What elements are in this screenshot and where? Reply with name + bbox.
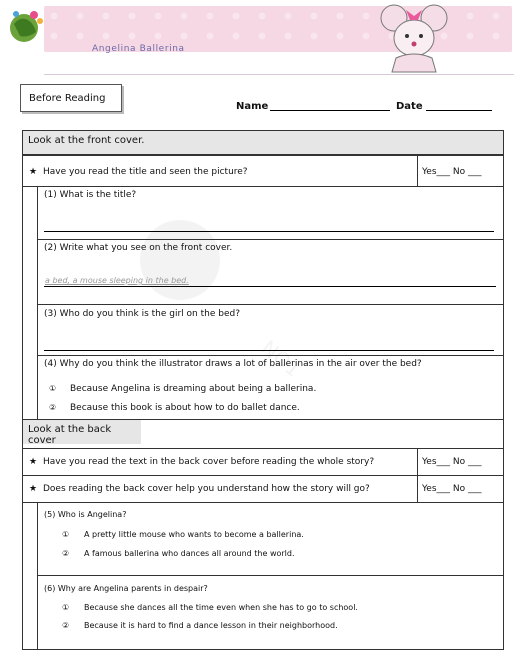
back-question-2-row [22, 475, 418, 503]
q4-option-2[interactable]: Because this book is about how to do ballet dance. [70, 403, 300, 413]
before-reading-label: Before Reading [20, 84, 122, 112]
answer-3-line[interactable] [44, 350, 494, 351]
mouse-illustration-icon [378, 0, 450, 74]
question-1: (1) What is the title? [44, 190, 137, 200]
star-icon: ★ [29, 484, 38, 494]
option-num[interactable]: ② [62, 549, 70, 558]
front-question-row [22, 155, 418, 187]
back-yes-no-2[interactable] [417, 475, 504, 503]
option-num[interactable]: ① [62, 603, 70, 612]
question-3: (3) Who do you think is the girl on the bed? [44, 309, 240, 319]
globe-logo-icon [6, 6, 46, 46]
front-yes-no[interactable] [417, 155, 504, 187]
star-icon: ★ [29, 457, 38, 467]
name-field[interactable] [270, 110, 390, 111]
question-1-block [37, 186, 504, 240]
option-num[interactable]: ① [49, 384, 57, 393]
back-section-row [22, 419, 504, 449]
front-section-header [22, 130, 504, 155]
back-question-1: Have you read the text in the back cover before reading the whole story? [43, 457, 375, 467]
question-4-block [37, 355, 504, 420]
back-section-header [23, 420, 141, 444]
question-5-block [37, 502, 504, 576]
back-yes-no-1[interactable] [417, 448, 504, 476]
q4-option-1[interactable]: Because Angelina is dreaming about being a ballerina. [70, 384, 317, 394]
svg-text:NO1: NO1 [256, 335, 306, 382]
question-2: (2) Write what you see on the front cover. [44, 243, 233, 253]
header-divider [44, 74, 514, 75]
question-6: (6) Why are Angelina parents in despair? [44, 584, 208, 593]
front-indent-column [22, 186, 38, 420]
back-question-1-row [22, 448, 418, 476]
option-num[interactable]: ② [62, 621, 70, 630]
q5-option-2[interactable]: A famous ballerina who dances all around the world. [84, 549, 295, 558]
option-num[interactable]: ② [49, 403, 57, 412]
question-6-block [37, 575, 504, 650]
q6-option-1[interactable]: Because she dances all the time even when she has to go to school. [84, 603, 358, 612]
date-field[interactable] [426, 110, 492, 111]
answer-2-line[interactable] [44, 286, 496, 287]
front-section-title: Look at the front cover. [28, 135, 145, 146]
question-2-block [37, 239, 504, 305]
yes-no-text: Yes___ No ___ [422, 457, 482, 467]
book-title: Angelina Ballerina [92, 44, 185, 54]
back-question-2: Does reading the back cover help you understand how the story will go? [43, 484, 370, 494]
yes-no-text: Yes___ No ___ [422, 167, 482, 177]
star-icon: ★ [29, 167, 38, 177]
yes-no-text: Yes___ No ___ [422, 484, 482, 494]
front-question: Have you read the title and seen the picture? [43, 167, 248, 177]
question-3-block [37, 304, 504, 356]
date-label: Date [396, 101, 423, 112]
answer-2-text: a bed, a mouse sleeping in the bed. [45, 276, 189, 285]
question-4: (4) Why do you think the illustrator draws a lot of ballerinas in the air over the bed? [44, 359, 422, 369]
back-section-title: Look at the back cover [28, 424, 112, 446]
back-indent-column [22, 502, 38, 650]
name-label: Name [236, 101, 269, 112]
q6-option-2[interactable]: Because it is hard to find a dance lesson in their neighborhood. [84, 621, 338, 630]
answer-1-line[interactable] [44, 231, 494, 232]
question-5: (5) Who is Angelina? [44, 510, 127, 519]
option-num[interactable]: ① [62, 530, 70, 539]
q5-option-1[interactable]: A pretty little mouse who wants to become a ballerina. [84, 530, 304, 539]
